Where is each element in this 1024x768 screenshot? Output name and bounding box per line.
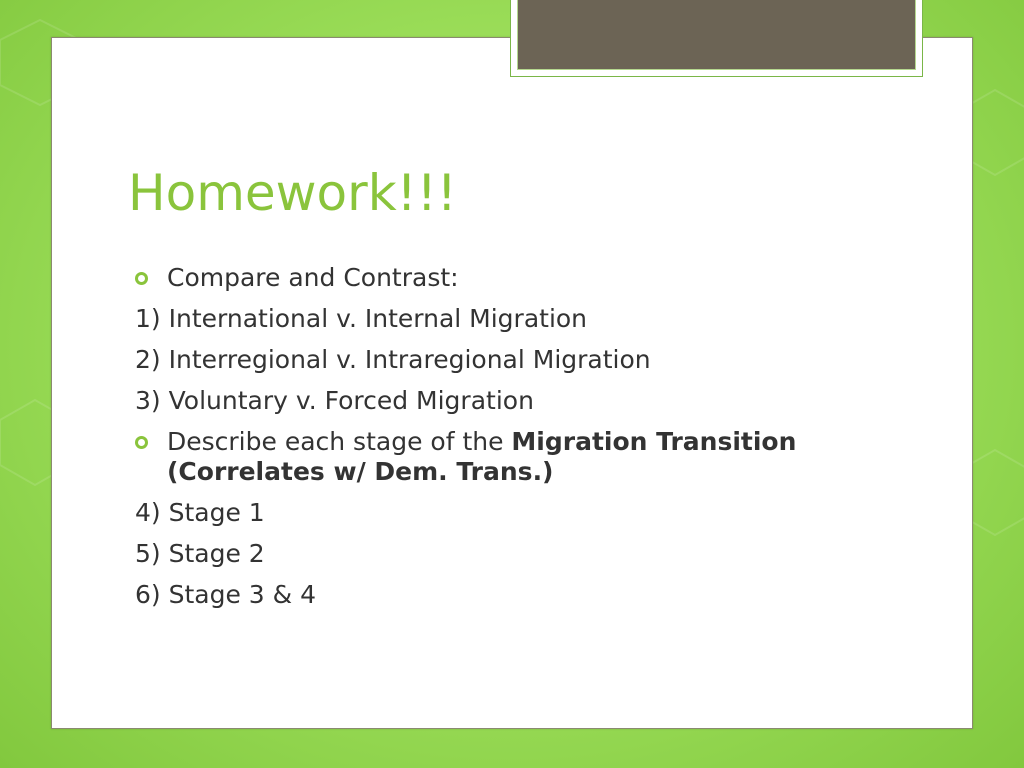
list-item-5: 5) Stage 2 (135, 539, 265, 568)
list-item-3: 3) Voluntary v. Forced Migration (135, 386, 534, 415)
bullet-compare-contrast (135, 263, 935, 293)
list-item-6: 6) Stage 3 & 4 (135, 580, 316, 609)
top-decorative-frame (510, 0, 923, 77)
slide-title: Homework!!! (128, 164, 457, 222)
bullet-text-prefix: Describe each stage of the (167, 427, 512, 456)
bullet-text: Compare and Contrast: (167, 263, 459, 292)
list-item-2: 2) Interregional v. Intraregional Migration (135, 345, 651, 374)
top-decorative-bar (517, 0, 916, 70)
list-item-1: 1) International v. Internal Migration (135, 304, 588, 333)
ring-bullet-icon (135, 272, 148, 285)
ring-bullet-icon (135, 436, 148, 449)
bullet-migration-transition (135, 427, 935, 487)
bullet-text-bold: Migration Transition (Correlates w/ Dem. Trans.) (167, 427, 797, 486)
list-item-4: 4) Stage 1 (135, 498, 265, 527)
slide-body (135, 263, 935, 621)
